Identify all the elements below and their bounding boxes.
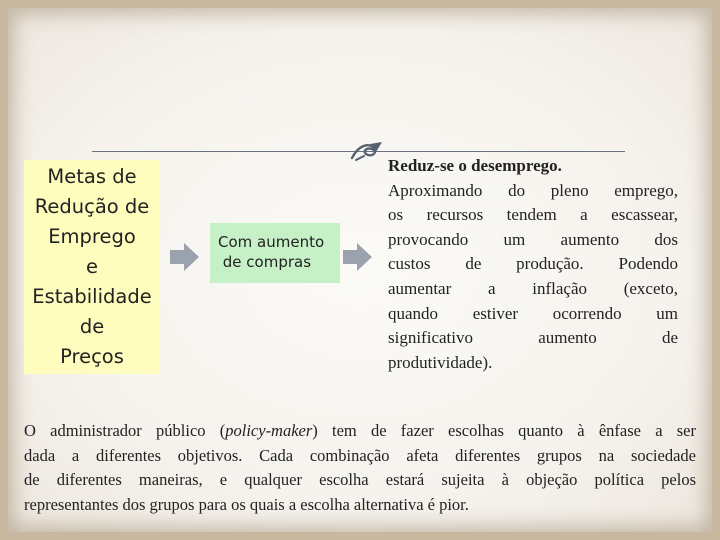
consequence-line: Aproximando do pleno emprego,	[388, 180, 678, 200]
policy-maker-paragraph	[24, 419, 696, 517]
consequence-line: os recursos tendem a escassear,	[388, 205, 678, 225]
metas-box	[24, 160, 160, 374]
consequence-line: aumentar a inflação (exceto,	[388, 278, 678, 298]
title-rule-short	[92, 151, 140, 152]
metas-line: e	[86, 255, 98, 278]
consequence-line: custos de produção. Podendo	[388, 254, 678, 274]
paragraph-line: de diferentes maneiras, e qualquer escolha estará sujeita à objeção política pelos	[24, 470, 696, 490]
arrow-right-icon	[170, 242, 200, 272]
compras-line: de compras	[218, 253, 312, 271]
consequence-line: quando estiver ocorrendo um	[388, 303, 678, 323]
consequence-line: significativo aumento de	[388, 328, 678, 348]
paragraph-line: dada a diferentes objetivos. Cada combinação afeta diferentes grupos na sociedade	[24, 445, 696, 465]
metas-line: Metas de	[47, 165, 137, 188]
metas-line: Emprego	[48, 225, 136, 248]
metas-line: Redução de	[34, 195, 150, 218]
consequence-line: provocando um aumento dos	[388, 229, 678, 249]
metas-line: Preços	[60, 345, 124, 368]
arrow-right-icon	[343, 242, 373, 272]
consequence-heading: Reduz-se o desemprego.	[388, 156, 562, 175]
paragraph-text: ) tem de fazer escolhas quanto à ênfase a ser	[312, 421, 696, 440]
paragraph-text: O administrador público (	[24, 421, 226, 440]
consequence-line: produtividade).	[388, 352, 493, 372]
metas-line: Estabilidade	[32, 285, 152, 308]
paragraph-italic-term: policy-maker	[225, 421, 313, 440]
quill-flourish-icon	[350, 140, 386, 164]
paragraph-line: representantes dos grupos para os quais a escolha alternativa é pior.	[24, 494, 469, 514]
compras-line: Com aumento	[218, 233, 325, 251]
consequence-text	[388, 154, 678, 375]
paragraph-line	[24, 419, 696, 444]
metas-line: de	[79, 315, 105, 338]
compras-box	[210, 223, 340, 283]
